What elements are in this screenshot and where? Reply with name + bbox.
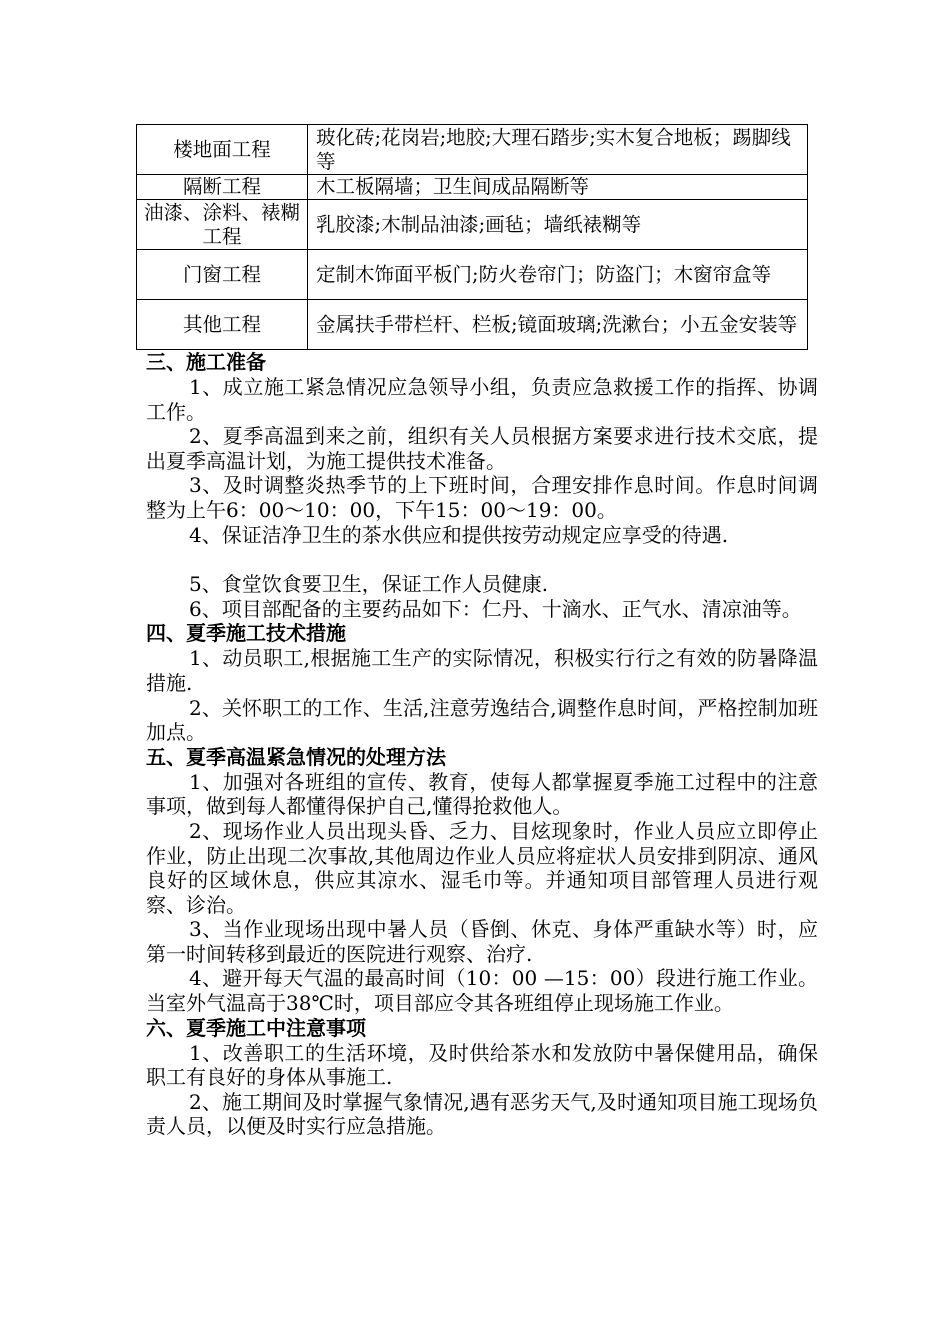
table-row <box>137 300 808 350</box>
table-cell-content: 定制木饰面平板门;防火卷帘门；防盗门；木窗帘盒等 <box>308 250 808 300</box>
paragraph: 4、避开每天气温的最高时间（10：00 —15：00）段进行施工作业。当室外气温高于38℃时，项目部应令其各班组停止现场施工作业。 <box>146 966 818 1016</box>
table-row <box>137 125 808 175</box>
section-heading-emergency-handling: 五、夏季高温紧急情况的处理方法 <box>146 744 446 769</box>
table-cell-content: 木工板隔墙；卫生间成品隔断等 <box>308 175 808 200</box>
table-cell-content: 乳胶漆;木制品油漆;画毡；墙纸裱糊等 <box>308 200 808 250</box>
paragraph: 5、食堂饮食要卫生，保证工作人员健康. <box>189 572 549 597</box>
paragraph: 2、现场作业人员出现头昏、乏力、目炫现象时，作业人员应立即停止作业，防止出现二次事故,其他周边作业人员应将症状人员安排到阴凉、通风良好的区域休息，供应其凉水、湿毛巾等。并通知项目部管理人员进行观察、诊治。 <box>146 818 818 917</box>
paragraph: 2、关怀职工的工作、生活,注意劳逸结合,调整作息时间，严格控制加班加点。 <box>146 695 818 745</box>
paragraph: 1、动员职工,根据施工生产的实际情况，积极实行行之有效的防暑降温措施. <box>146 646 818 695</box>
table-cell-category: 油漆、涂料、裱糊工程 <box>137 200 308 250</box>
table-cell-category: 楼地面工程 <box>137 125 308 175</box>
table-cell-category: 门窗工程 <box>137 250 308 300</box>
table-cell-category: 其他工程 <box>137 300 308 350</box>
paragraph: 1、改善职工的生活环境，及时供给茶水和发放防中暑保健用品，确保职工有良好的身体从事施工. <box>146 1040 818 1090</box>
section-heading-precautions: 六、夏季施工中注意事项 <box>146 1015 366 1040</box>
section-heading-technical-measures: 四、夏季施工技术措施 <box>146 621 346 646</box>
paragraph: 1、成立施工紧急情况应急领导小组，负责应急救援工作的指挥、协调工作。 <box>146 375 818 424</box>
table-cell-content: 金属扶手带栏杆、栏板;镜面玻璃;洗漱台；小五金安装等 <box>308 300 808 350</box>
section-heading-preparation: 三、施工准备 <box>146 350 266 374</box>
paragraph: 3、及时调整炎热季节的上下班时间，合理安排作息时间。作息时间调整为上午6：00～10：00，下午15：00～19：00。 <box>146 473 818 522</box>
paragraph: 1、加强对各班组的宣传、教育，使每人都掌握夏季施工过程中的注意事项，做到每人都懂得保护自己,懂得抢救他人。 <box>146 769 818 819</box>
paragraph: 6、项目部配备的主要药品如下：仁丹、十滴水、正气水、清凉油等。 <box>189 596 802 621</box>
engineering-items-table <box>136 124 808 350</box>
paragraph: 3、当作业现场出现中暑人员（昏倒、休克、身体严重缺水等）时，应第一时间转移到最近的医院进行观察、治疗. <box>146 917 818 966</box>
table-row <box>137 200 808 250</box>
paragraph: 4、保证洁净卫生的茶水供应和提供按劳动规定应享受的待遇. <box>189 522 729 547</box>
table-cell-content: 玻化砖;花岗岩;地胶;大理石踏步;实木复合地板；踢脚线等 <box>308 125 808 175</box>
document-page <box>143 124 818 1139</box>
table-row <box>137 250 808 300</box>
table-row <box>137 175 808 200</box>
blank-line <box>146 547 818 572</box>
paragraph: 2、施工期间及时掌握气象情况,遇有恶劣天气,及时通知项目施工现场负责人员，以便及时实行应急措施。 <box>146 1089 818 1139</box>
table-cell-category: 隔断工程 <box>137 175 308 200</box>
paragraph: 2、夏季高温到来之前，组织有关人员根据方案要求进行技术交底，提出夏季高温计划，为施工提供技术准备。 <box>146 424 818 473</box>
